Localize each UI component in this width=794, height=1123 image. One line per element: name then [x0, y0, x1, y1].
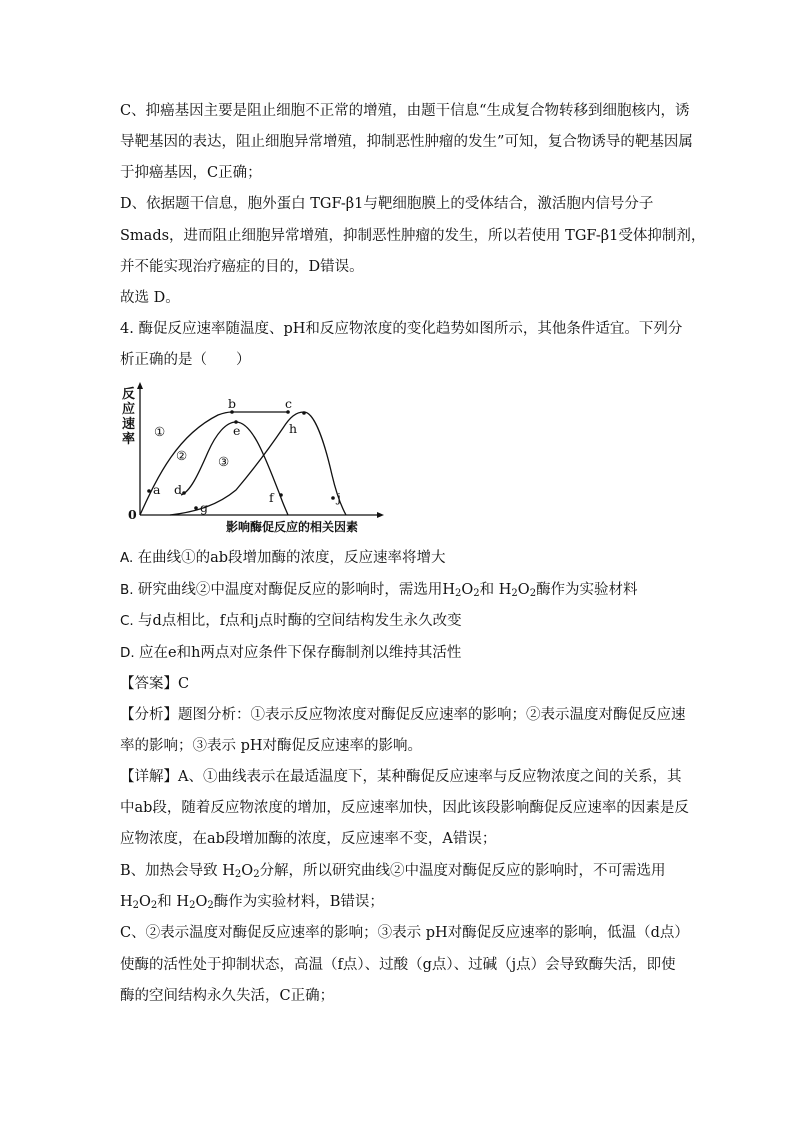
curve-label-1: ①: [154, 424, 166, 439]
detail-line: $H_2O_2$和 $H_2O_2$酶作为实验材料，B错误；: [120, 894, 384, 911]
option-d: D. 应在e和h两点对应条件下保存酶制剂以维持其活性: [120, 645, 462, 661]
point-label-f: f: [269, 490, 274, 505]
x-axis-arrow: [377, 512, 384, 518]
question-stem: 4. 酶促反应速率随温度、pH和反应物浓度的变化趋势如图所示，其他条件适宜。下列分: [120, 321, 683, 337]
text-line: 于抑癌基因，C正确；: [120, 165, 262, 181]
x-axis-label: 影响酶促反应的相关因素: [226, 520, 359, 534]
detail-line: 应物浓度，在ab段增加酶的浓度，反应速率不变，A错误；: [120, 831, 497, 847]
option-c: C. 与d点相比，f点和j点时酶的空间结构发生永久改变: [120, 613, 462, 629]
point-f: [279, 493, 283, 497]
detail-line: C、②表示温度对酶促反应速率的影响；③表示 pH对酶促反应速率的影响，低温（d点）: [120, 925, 689, 941]
y-axis-label-char: 率: [122, 432, 136, 447]
analysis-line: 【分析】题图分析：①表示反应物浓度对酶促反应速率的影响；②表示温度对酶促反应速: [120, 707, 686, 723]
point-d: [182, 491, 186, 495]
detail-line: 酶的空间结构永久失活，C正确；: [120, 988, 335, 1004]
text-line: Smads，进而阻止细胞异常增殖，抑制恶性肿瘤的发生，所以若使用 TGF-β1受体抑制剂，: [120, 228, 706, 244]
text-line: 故选 D。: [120, 290, 180, 306]
y-axis-label-char: 速: [122, 417, 136, 432]
point-label-g: g: [200, 500, 209, 515]
detail-line: 【详解】A、①曲线表示在最适温度下，某种酶促反应速率与反应物浓度之间的关系，其: [120, 769, 682, 785]
point-label-e: e: [233, 423, 241, 438]
point-j: [331, 496, 335, 500]
option-a: A. 在曲线①的ab段增加酶的浓度，反应速率将增大: [120, 550, 446, 566]
detail-line: 中ab段，随着反应物浓度的增加，反应速率加快，因此该段影响酶促反应速率的因素是反: [120, 800, 689, 816]
point-g: [194, 506, 198, 510]
curve-3: [170, 412, 346, 515]
origin-label: 0: [128, 507, 137, 522]
point-label-j: j: [337, 490, 341, 505]
answer-line: 【答案】C: [120, 676, 190, 692]
y-axis-arrow: [137, 382, 143, 389]
y-axis-label-char: 反: [122, 387, 136, 402]
curve-label-3: ③: [218, 454, 230, 469]
point-label-c: c: [285, 396, 293, 411]
figure-svg: [118, 380, 388, 540]
point-label-b: b: [228, 396, 237, 411]
point-label-h: h: [289, 421, 298, 436]
text-line: C、抑癌基因主要是阻止细胞不正常的增殖，由题干信息“生成复合物转移到细胞核内，诱: [120, 103, 690, 119]
question-stem: 析正确的是（ ）: [120, 352, 251, 368]
detail-line: 使酶的活性处于抑制状态，高温（f点）、过酸（g点）、过碱（j点）会导致酶失活，即使: [120, 957, 676, 973]
point-label-d: d: [174, 482, 183, 497]
point-label-a: a: [153, 482, 161, 497]
text-line: 导靶基因的表达，阻止细胞异常增殖，抑制恶性肿瘤的发生”可知，复合物诱导的靶基因属: [120, 134, 693, 150]
option-b: B. 研究曲线②中温度对酶促反应的影响时，需选用$H_2O_2$和 $H_2O_2$酶作为实验材料: [120, 582, 638, 599]
detail-line: B、加热会导致 $H_2O_2$分解，所以研究曲线②中温度对酶促反应的影响时，不可需选用: [120, 863, 666, 880]
text-line: 并不能实现治疗癌症的目的，D错误。: [120, 259, 364, 275]
enzyme-rate-figure: [118, 380, 388, 540]
curve-label-2: ②: [176, 448, 188, 463]
y-axis-label-char: 应: [122, 402, 136, 417]
text-line: D、依据题干信息，胞外蛋白 TGF-β1与靶细胞膜上的受体结合，激活胞内信号分子: [120, 196, 654, 212]
point-h: [302, 411, 306, 415]
analysis-line: 率的影响；③表示 pH对酶促反应速率的影响。: [120, 738, 423, 754]
point-a: [147, 489, 151, 493]
